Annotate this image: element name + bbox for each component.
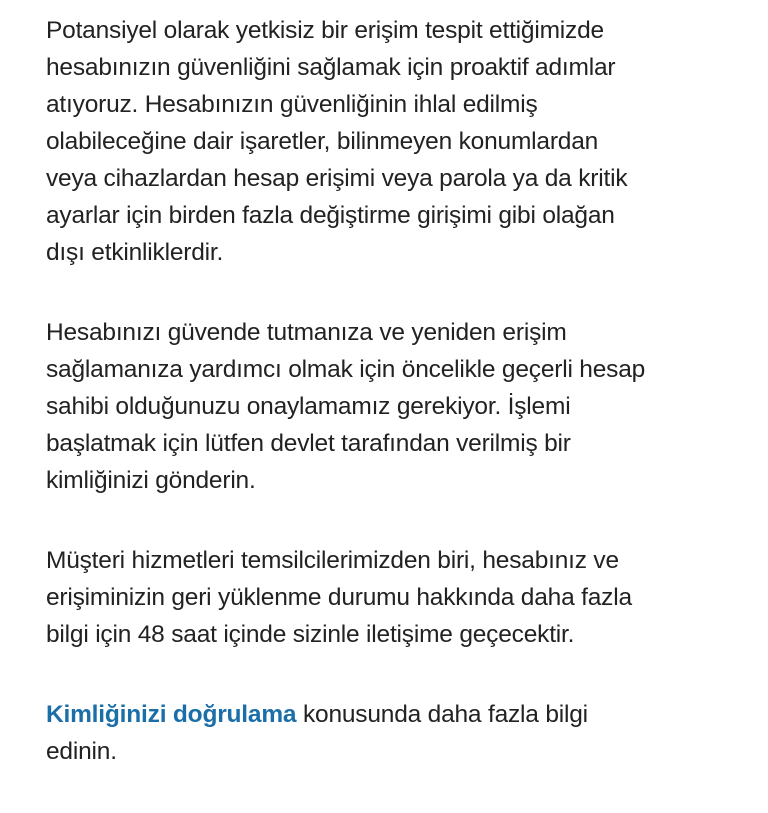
- text-line: edinin.: [46, 738, 117, 765]
- text-line: Müşteri hizmetleri temsilcilerimizden biri, hesabınız ve: [46, 547, 619, 574]
- text-line: Hesabınızı güvende tutmanıza ve yeniden erişim: [46, 319, 567, 346]
- paragraph-verification: [46, 314, 736, 499]
- text-line: dışı etkinliklerdir.: [46, 239, 224, 266]
- verify-identity-link[interactable]: Kimliğinizi doğrulama: [46, 701, 297, 728]
- text-line: [46, 696, 736, 733]
- text-line: Potansiyel olarak yetkisiz bir erişim tespit ettiğimizde: [46, 17, 604, 44]
- text-line: başlatmak için lütfen devlet tarafından verilmiş bir: [46, 430, 571, 457]
- text-line: olabileceğine dair işaretler, bilinmeyen konumlardan: [46, 128, 599, 155]
- text-line: atıyoruz. Hesabınızın güvenliğinin ihlal edilmiş: [46, 91, 538, 118]
- text-line: ayarlar için birden fazla değiştirme girişimi gibi olağan: [46, 202, 615, 229]
- paragraph-contact: [46, 542, 736, 653]
- text-line: hesabınızın güvenliğini sağlamak için proaktif adımlar: [46, 54, 616, 81]
- paragraph-learn-more: [46, 696, 736, 770]
- text-line: kimliğinizi gönderin.: [46, 467, 256, 494]
- text-line: veya cihazlardan hesap erişimi veya parola ya da kritik: [46, 165, 628, 192]
- text-line: sağlamanıza yardımcı olmak için öncelikle geçerli hesap: [46, 356, 646, 383]
- text-line: erişiminizin geri yüklenme durumu hakkında daha fazla: [46, 584, 632, 611]
- paragraph-detection: [46, 12, 736, 271]
- text-line: bilgi için 48 saat içinde sizinle iletişime geçecektir.: [46, 621, 575, 648]
- message-body: [46, 12, 736, 813]
- text-line: sahibi olduğunuzu onaylamamız gerekiyor. İşlemi: [46, 393, 571, 420]
- link-suffix-text: konusunda daha fazla bilgi: [296, 701, 588, 728]
